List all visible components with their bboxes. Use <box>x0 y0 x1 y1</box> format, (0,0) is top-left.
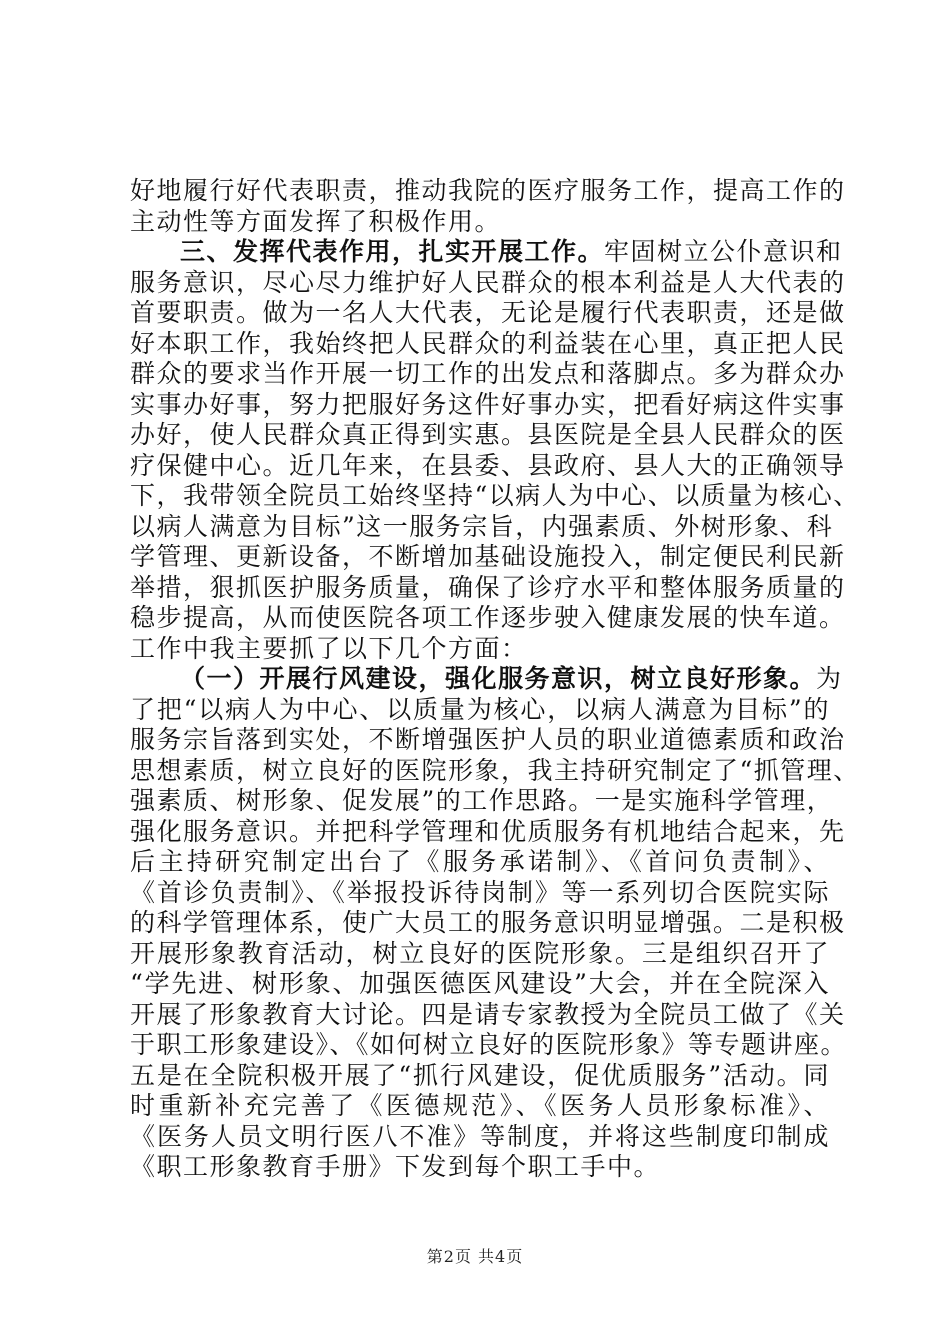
body-line: 《首诊负责制》、《举报投诉待岗制》等一系列切合医院实际 <box>130 877 830 907</box>
body-line: 于职工形象建设》、《如何树立良好的医院形象》等专题讲座。 <box>130 1030 848 1059</box>
body-line: 好地履行好代表职责，推动我院的医疗服务工作，提高工作的 <box>130 176 846 205</box>
body-line: 《医务人员文明行医八不准》等制度，并将这些制度印制成 <box>130 1121 830 1151</box>
body-line: 稳步提高，从而使医院各项工作逐步驶入健康发展的快车道。 <box>130 603 846 632</box>
body-line: 强化服务意识。并把科学管理和优质服务有机地结合起来，先 <box>130 816 846 846</box>
body-line: 后主持研究制定出台了《服务承诺制》、《首问负责制》、 <box>130 847 830 876</box>
body-line: 举措，狠抓医护服务质量，确保了诊疗水平和整体服务质量的 <box>130 572 846 602</box>
body-line: 开展了形象教育大讨论。四是请专家教授为全院员工做了《关 <box>130 999 846 1029</box>
body-line: 思想素质，树立良好的医院形象，我主持研究制定了“抓管理、 <box>130 755 860 785</box>
body-line: 了把“以病人为中心、以质量为核心，以病人满意为目标”的 <box>130 694 830 724</box>
body-line: 的科学管理体系，使广大员工的服务意识明显增强。二是积极 <box>130 908 846 937</box>
body-line: 以病人满意为目标”这一服务宗旨，内强素质、外树形象、科 <box>130 511 834 541</box>
body-line: 主动性等方面发挥了积极作用。 <box>130 206 502 236</box>
section-three-heading: 三、发挥代表作用，扎实开展工作。 <box>180 237 605 266</box>
body-line: 服务意识，尽心尽力维护好人民群众的根本利益是人大代表的 <box>130 267 846 297</box>
page-number-footer: 第2页 共4页 <box>426 1247 524 1266</box>
body-line: 实事办好事，努力把服好务这件好事办实，把看好病这件实事 <box>130 389 846 419</box>
body-line: 《职工形象教育手册》下发到每个职工手中。 <box>130 1152 661 1181</box>
body-line: 强素质、树形象、促发展”的工作思路。一是实施科学管理， <box>130 786 834 815</box>
subsection-one-lead-text: 为 <box>816 664 843 693</box>
body-line: 好本职工作，我始终把人民群众的利益装在心里，真正把人民 <box>130 328 846 358</box>
section-three-lead-text: 牢固树立公仆意识和 <box>604 237 843 266</box>
body-line: 工作中我主要抓了以下几个方面： <box>130 633 528 663</box>
body-line: 开展形象教育活动，树立良好的医院形象。三是组织召开了 <box>130 938 830 968</box>
body-line: “学先进、树形象、加强医德医风建设”大会，并在全院深入 <box>130 969 830 998</box>
section-three-paragraph-start <box>180 237 843 267</box>
body-line: 办好，使人民群众真正得到实惠。县医院是全县人民群众的医 <box>130 420 846 449</box>
body-line: 五是在全院积极开展了“抓行风建设，促优质服务”活动。同 <box>130 1060 830 1090</box>
body-line: 首要职责。做为一名人大代表，无论是履行代表职责，还是做 <box>130 298 846 327</box>
body-line: 疗保健中心。近几年来，在县委、县政府、县人大的正确领导 <box>130 450 846 480</box>
subsection-one-paragraph-start <box>180 664 843 694</box>
body-line: 群众的要求当作开展一切工作的出发点和落脚点。多为群众办 <box>130 359 846 388</box>
body-line: 下，我带领全院员工始终坚持“以病人为中心、以质量为核心、 <box>130 481 860 510</box>
body-line: 服务宗旨落到实处，不断增强医护人员的职业道德素质和政治 <box>130 725 846 754</box>
body-line: 学管理、更新设备，不断增加基础设施投入，制定便民利民新 <box>130 542 846 571</box>
subsection-one-heading: （一）开展行风建设，强化服务意识，树立良好形象。 <box>180 664 817 693</box>
body-line: 时重新补充完善了《医德规范》、《医务人员形象标准》、 <box>130 1091 830 1120</box>
